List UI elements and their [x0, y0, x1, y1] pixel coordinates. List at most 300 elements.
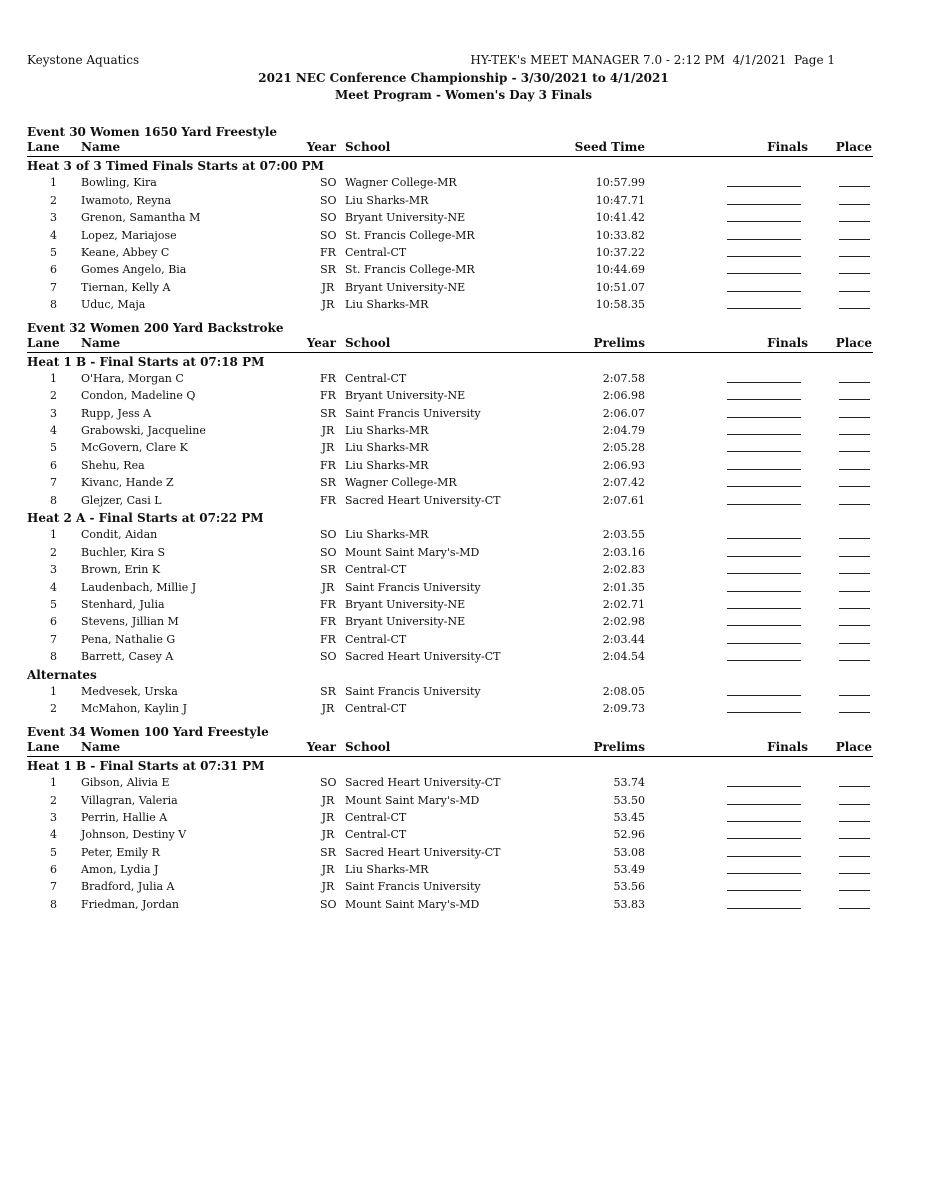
lane-number: 6 [50, 863, 57, 877]
swimmer-name: Iwamoto, Reyna [81, 193, 172, 207]
software-page-info: HY-TEK's MEET MANAGER 7.0 - 2:12 PM 4/1/2021 Page 1 [470, 53, 835, 67]
swimmer-year: FR [320, 458, 336, 472]
place-blank-line [839, 856, 870, 857]
seed-time: 53.74 [613, 776, 645, 790]
heat-label: Heat 2 A - Final Starts at 07:22 PM [27, 511, 264, 526]
swimmer-name: Amon, Lydia J [81, 863, 159, 877]
swimmer-school: Saint Francis University [345, 880, 481, 894]
lane-number: 3 [50, 810, 57, 824]
swimmer-year: FR [320, 615, 336, 629]
swimmer-school: Central-CT [345, 563, 407, 577]
place-blank-line [839, 873, 870, 874]
place-blank-line [839, 625, 870, 626]
lane-number: 3 [50, 406, 57, 420]
seed-time: 2:04.79 [602, 424, 645, 438]
swimmer-row [27, 405, 873, 422]
place-blank-line [839, 434, 870, 435]
place-blank-line [839, 417, 870, 418]
swimmer-year: SR [320, 476, 336, 490]
seed-time: 2:04.54 [602, 650, 645, 664]
swimmer-name: Brown, Erin K [81, 563, 161, 577]
lane-number: 1 [50, 776, 57, 790]
seed-time: 53.08 [613, 845, 645, 859]
swimmer-row [27, 809, 873, 826]
swimmer-school: Liu Sharks-MR [345, 441, 429, 455]
lane-number: 6 [50, 458, 57, 472]
finals-blank-line [727, 451, 801, 452]
event-block [27, 724, 873, 914]
lane-number: 2 [50, 389, 57, 403]
swimmer-year: JR [321, 880, 335, 894]
swimmer-name: Pena, Nathalie G [81, 632, 176, 646]
swimmer-year: JR [321, 580, 335, 594]
place-blank-line [839, 608, 870, 609]
lane-number: 1 [50, 371, 57, 385]
swimmer-row [27, 387, 873, 404]
seed-time: 2:05.28 [602, 441, 645, 455]
swimmer-name: Friedman, Jordan [81, 897, 180, 911]
lane-number: 7 [50, 280, 57, 294]
swimmer-year: SO [320, 193, 337, 207]
seed-time: 10:44.69 [595, 263, 645, 277]
lane-number: 2 [50, 193, 57, 207]
swimmer-name: Gibson, Alivia E [81, 776, 170, 790]
finals-blank-line [727, 591, 801, 592]
finals-blank-line [727, 786, 801, 787]
seed-time: 10:41.42 [595, 211, 645, 225]
lane-number: 4 [50, 424, 57, 438]
swimmer-school: Sacred Heart University-CT [345, 650, 501, 664]
swimmer-name: Bowling, Kira [81, 176, 157, 190]
swimmer-row [27, 244, 873, 261]
place-blank-line [839, 382, 870, 383]
place-blank-line [839, 538, 870, 539]
seed-time: 2:06.07 [602, 406, 645, 420]
swimmer-row [27, 492, 873, 509]
swimmer-school: Mount Saint Mary's-MD [345, 897, 480, 911]
swimmer-year: JR [321, 828, 335, 842]
swimmer-school: Liu Sharks-MR [345, 458, 429, 472]
swimmer-row [27, 561, 873, 578]
swimmer-row [27, 700, 873, 717]
swimmer-school: Bryant University-NE [345, 597, 466, 611]
place-blank-line [839, 908, 870, 909]
swimmer-school: Wagner College-MR [345, 476, 457, 490]
swimmer-row [27, 209, 873, 226]
place-blank-line [839, 821, 870, 822]
swimmer-name: Condon, Madeline Q [81, 389, 196, 403]
column-header-year: Year [306, 335, 336, 350]
swimmer-name: Glejzer, Casi L [81, 493, 162, 507]
swimmer-year: FR [320, 597, 336, 611]
swimmer-row [27, 192, 873, 209]
swimmer-school: Sacred Heart University-CT [345, 493, 501, 507]
lane-number: 2 [50, 702, 57, 716]
swimmer-name: Stenhard, Julia [81, 597, 165, 611]
place-blank-line [839, 695, 870, 696]
swimmer-year: SO [320, 528, 337, 542]
swimmer-row [27, 457, 873, 474]
column-header-row [27, 740, 873, 757]
seed-time: 2:09.73 [602, 702, 645, 716]
lane-number: 7 [50, 476, 57, 490]
swimmer-row [27, 683, 873, 700]
swimmer-name: Lopez, Mariajose [81, 228, 177, 242]
seed-time: 53.50 [613, 793, 645, 807]
swimmer-name: McMahon, Kaylin J [81, 702, 188, 716]
finals-blank-line [727, 486, 801, 487]
event-title: Event 34 Women 100 Yard Freestyle [27, 724, 269, 739]
swimmer-school: Liu Sharks-MR [345, 424, 429, 438]
swimmer-school: Liu Sharks-MR [345, 193, 429, 207]
column-header-row [27, 336, 873, 353]
swimmer-name: Peter, Emily R [81, 845, 160, 859]
swimmer-name: Kivanc, Hande Z [81, 476, 174, 490]
swimmer-name: Uduc, Maja [81, 298, 146, 312]
swimmer-row [27, 526, 873, 543]
heat-label: Heat 1 B - Final Starts at 07:31 PM [27, 758, 265, 773]
swimmer-row [27, 296, 873, 313]
swimmer-year: SO [320, 650, 337, 664]
finals-blank-line [727, 890, 801, 891]
column-header-finals: Finals [767, 335, 808, 350]
place-blank-line [839, 451, 870, 452]
swimmer-row [27, 774, 873, 791]
seed-time: 2:03.44 [602, 632, 645, 646]
event-block [27, 124, 873, 314]
swimmer-name: Villagran, Valeria [81, 793, 178, 807]
swimmer-school: Bryant University-NE [345, 615, 466, 629]
swimmer-school: Bryant University-NE [345, 211, 466, 225]
finals-blank-line [727, 804, 801, 805]
finals-blank-line [727, 838, 801, 839]
lane-number: 8 [50, 298, 57, 312]
finals-blank-line [727, 908, 801, 909]
lane-number: 5 [50, 845, 57, 859]
lane-number: 1 [50, 684, 57, 698]
seed-time: 2:01.35 [602, 580, 645, 594]
lane-number: 7 [50, 880, 57, 894]
swimmer-school: St. Francis College-MR [345, 228, 475, 242]
swimmer-year: JR [321, 298, 335, 312]
swimmer-year: JR [321, 702, 335, 716]
column-header-finals: Finals [767, 739, 808, 754]
place-blank-line [839, 712, 870, 713]
events-container [27, 124, 873, 919]
column-header-seed: Prelims [593, 335, 645, 350]
seed-time: 53.56 [613, 880, 645, 894]
swimmer-name: Stevens, Jillian M [81, 615, 179, 629]
seed-time: 2:07.58 [602, 371, 645, 385]
column-header-school: School [345, 335, 391, 350]
seed-time: 10:57.99 [595, 176, 645, 190]
swimmer-year: SR [320, 406, 336, 420]
column-header-row [27, 140, 873, 157]
place-blank-line [839, 469, 870, 470]
finals-blank-line [727, 660, 801, 661]
swimmer-year: JR [321, 424, 335, 438]
finals-blank-line [727, 643, 801, 644]
swimmer-year: SR [320, 845, 336, 859]
swimmer-year: SR [320, 684, 336, 698]
swimmer-school: Bryant University-NE [345, 280, 466, 294]
finals-blank-line [727, 186, 801, 187]
finals-blank-line [727, 204, 801, 205]
seed-time: 2:03.55 [602, 528, 645, 542]
alternates-label: Alternates [27, 667, 97, 682]
event-title: Event 30 Women 1650 Yard Freestyle [27, 125, 278, 139]
column-header-lane: Lane [27, 739, 60, 754]
swimmer-school: Saint Francis University [345, 684, 481, 698]
seed-time: 53.49 [613, 863, 645, 877]
swimmer-row [27, 792, 873, 809]
finals-blank-line [727, 504, 801, 505]
lane-number: 1 [50, 528, 57, 542]
swimmer-year: SO [320, 545, 337, 559]
swimmer-name: Grenon, Samantha M [81, 211, 201, 225]
place-blank-line [839, 308, 870, 309]
swimmer-year: JR [321, 280, 335, 294]
finals-blank-line [727, 695, 801, 696]
place-blank-line [839, 204, 870, 205]
swimmer-school: Wagner College-MR [345, 176, 457, 190]
column-header-seed: Seed Time [574, 140, 645, 154]
swimmer-name: Buchler, Kira S [81, 545, 166, 559]
swimmer-row [27, 474, 873, 491]
swimmer-name: Shehu, Rea [81, 458, 145, 472]
swimmer-year: SR [320, 563, 336, 577]
place-blank-line [839, 486, 870, 487]
swimmer-name: McGovern, Clare K [81, 441, 188, 455]
swimmer-name: Condit, Aidan [81, 528, 158, 542]
swimmer-name: Medvesek, Urska [81, 684, 178, 698]
lane-number: 8 [50, 493, 57, 507]
swimmer-row [27, 422, 873, 439]
swimmer-name: Johnson, Destiny V [81, 828, 187, 842]
swimmer-row [27, 631, 873, 648]
lane-number: 5 [50, 597, 57, 611]
finals-blank-line [727, 538, 801, 539]
swimmer-name: Gomes Angelo, Bia [81, 263, 187, 277]
column-header-lane: Lane [27, 140, 60, 154]
column-header-year: Year [306, 140, 336, 154]
swimmer-school: Saint Francis University [345, 406, 481, 420]
swimmer-year: SO [320, 776, 337, 790]
swimmer-name: Grabowski, Jacqueline [81, 424, 206, 438]
finals-blank-line [727, 821, 801, 822]
meet-title: 2021 NEC Conference Championship - 3/30/2021 to 4/1/2021 [258, 71, 669, 85]
finals-blank-line [727, 873, 801, 874]
lane-number: 1 [50, 176, 57, 190]
seed-time: 2:07.42 [602, 476, 645, 490]
seed-time: 2:06.98 [602, 389, 645, 403]
swimmer-school: Liu Sharks-MR [345, 298, 429, 312]
swimmer-row [27, 878, 873, 895]
lane-number: 2 [50, 793, 57, 807]
lane-number: 5 [50, 441, 57, 455]
lane-number: 8 [50, 897, 57, 911]
swimmer-year: SR [320, 263, 336, 277]
seed-time: 53.45 [613, 810, 645, 824]
place-blank-line [839, 786, 870, 787]
heat-label: Heat 3 of 3 Timed Finals Starts at 07:00 PM [27, 159, 324, 173]
finals-blank-line [727, 256, 801, 257]
swimmer-school: Central-CT [345, 810, 407, 824]
swimmer-row [27, 370, 873, 387]
finals-blank-line [727, 417, 801, 418]
swimmer-row [27, 826, 873, 843]
finals-blank-line [727, 625, 801, 626]
place-blank-line [839, 838, 870, 839]
column-header-finals: Finals [767, 140, 808, 154]
place-blank-line [839, 221, 870, 222]
meet-host-name: Keystone Aquatics [27, 53, 140, 67]
finals-blank-line [727, 308, 801, 309]
lane-number: 6 [50, 263, 57, 277]
swimmer-name: Tiernan, Kelly A [81, 280, 171, 294]
swimmer-name: Rupp, Jess A [81, 406, 152, 420]
seed-time: 2:07.61 [602, 493, 645, 507]
swimmer-row [27, 613, 873, 630]
swimmer-school: Central-CT [345, 632, 407, 646]
place-blank-line [839, 291, 870, 292]
swimmer-year: JR [321, 810, 335, 824]
column-header-place: Place [835, 335, 872, 350]
seed-time: 10:33.82 [595, 228, 645, 242]
place-blank-line [839, 591, 870, 592]
finals-blank-line [727, 469, 801, 470]
finals-blank-line [727, 382, 801, 383]
column-header-lane: Lane [27, 335, 60, 350]
swimmer-row [27, 596, 873, 613]
swimmer-year: FR [320, 389, 336, 403]
place-blank-line [839, 804, 870, 805]
swimmer-school: Central-CT [345, 702, 407, 716]
event-block [27, 320, 873, 718]
swimmer-school: Bryant University-NE [345, 389, 466, 403]
finals-blank-line [727, 556, 801, 557]
swimmer-year: FR [320, 245, 336, 259]
column-header-name: Name [81, 335, 121, 350]
lane-number: 2 [50, 545, 57, 559]
finals-blank-line [727, 573, 801, 574]
swimmer-name: Barrett, Casey A [81, 650, 174, 664]
swimmer-school: Liu Sharks-MR [345, 863, 429, 877]
column-header-seed: Prelims [593, 739, 645, 754]
lane-number: 7 [50, 632, 57, 646]
place-blank-line [839, 643, 870, 644]
swimmer-row [27, 896, 873, 913]
place-blank-line [839, 273, 870, 274]
lane-number: 4 [50, 580, 57, 594]
lane-number: 4 [50, 228, 57, 242]
swimmer-name: O'Hara, Morgan C [81, 371, 184, 385]
seed-time: 2:02.83 [602, 563, 645, 577]
swimmer-school: Liu Sharks-MR [345, 528, 429, 542]
seed-time: 10:37.22 [595, 245, 645, 259]
swimmer-row [27, 579, 873, 596]
finals-blank-line [727, 608, 801, 609]
finals-blank-line [727, 273, 801, 274]
place-blank-line [839, 186, 870, 187]
place-blank-line [839, 239, 870, 240]
swimmer-row [27, 544, 873, 561]
swimmer-row [27, 439, 873, 456]
swimmer-school: Central-CT [345, 828, 407, 842]
swimmer-name: Keane, Abbey C [81, 245, 170, 259]
column-header-year: Year [306, 739, 336, 754]
place-blank-line [839, 399, 870, 400]
swimmer-year: FR [320, 371, 336, 385]
seed-time: 10:58.35 [595, 298, 645, 312]
seed-time: 10:47.71 [595, 193, 645, 207]
place-blank-line [839, 660, 870, 661]
finals-blank-line [727, 399, 801, 400]
finals-blank-line [727, 221, 801, 222]
swimmer-year: SO [320, 176, 337, 190]
swimmer-row [27, 844, 873, 861]
event-title: Event 32 Women 200 Yard Backstroke [27, 320, 284, 335]
lane-number: 3 [50, 211, 57, 225]
seed-time: 2:02.98 [602, 615, 645, 629]
swimmer-school: Central-CT [345, 371, 407, 385]
column-header-school: School [345, 140, 391, 154]
lane-number: 4 [50, 828, 57, 842]
swimmer-row [27, 174, 873, 191]
seed-time: 2:06.93 [602, 458, 645, 472]
finals-blank-line [727, 712, 801, 713]
place-blank-line [839, 573, 870, 574]
column-header-name: Name [81, 739, 121, 754]
swimmer-year: JR [321, 793, 335, 807]
swimmer-row [27, 648, 873, 665]
place-blank-line [839, 556, 870, 557]
place-blank-line [839, 890, 870, 891]
swimmer-school: Saint Francis University [345, 580, 481, 594]
swimmer-year: JR [321, 863, 335, 877]
lane-number: 5 [50, 245, 57, 259]
swimmer-year: FR [320, 493, 336, 507]
swimmer-row [27, 227, 873, 244]
swimmer-school: Mount Saint Mary's-MD [345, 793, 480, 807]
column-header-place: Place [835, 739, 872, 754]
seed-time: 53.83 [613, 897, 645, 911]
swimmer-name: Perrin, Hallie A [81, 810, 168, 824]
lane-number: 6 [50, 615, 57, 629]
finals-blank-line [727, 239, 801, 240]
swimmer-year: JR [321, 441, 335, 455]
column-header-name: Name [81, 140, 121, 154]
swimmer-year: SO [320, 897, 337, 911]
swimmer-year: SO [320, 211, 337, 225]
place-blank-line [839, 504, 870, 505]
finals-blank-line [727, 291, 801, 292]
swimmer-school: Sacred Heart University-CT [345, 845, 501, 859]
swimmer-school: Central-CT [345, 245, 407, 259]
swimmer-year: FR [320, 632, 336, 646]
swimmer-school: St. Francis College-MR [345, 263, 475, 277]
swimmer-row [27, 261, 873, 278]
swimmer-name: Laudenbach, Millie J [81, 580, 197, 594]
lane-number: 8 [50, 650, 57, 664]
swimmer-name: Bradford, Julia A [81, 880, 175, 894]
lane-number: 3 [50, 563, 57, 577]
column-header-school: School [345, 739, 391, 754]
seed-time: 2:03.16 [602, 545, 645, 559]
program-subtitle: Meet Program - Women's Day 3 Finals [334, 88, 593, 102]
swimmer-row [27, 861, 873, 878]
swimmer-row [27, 279, 873, 296]
